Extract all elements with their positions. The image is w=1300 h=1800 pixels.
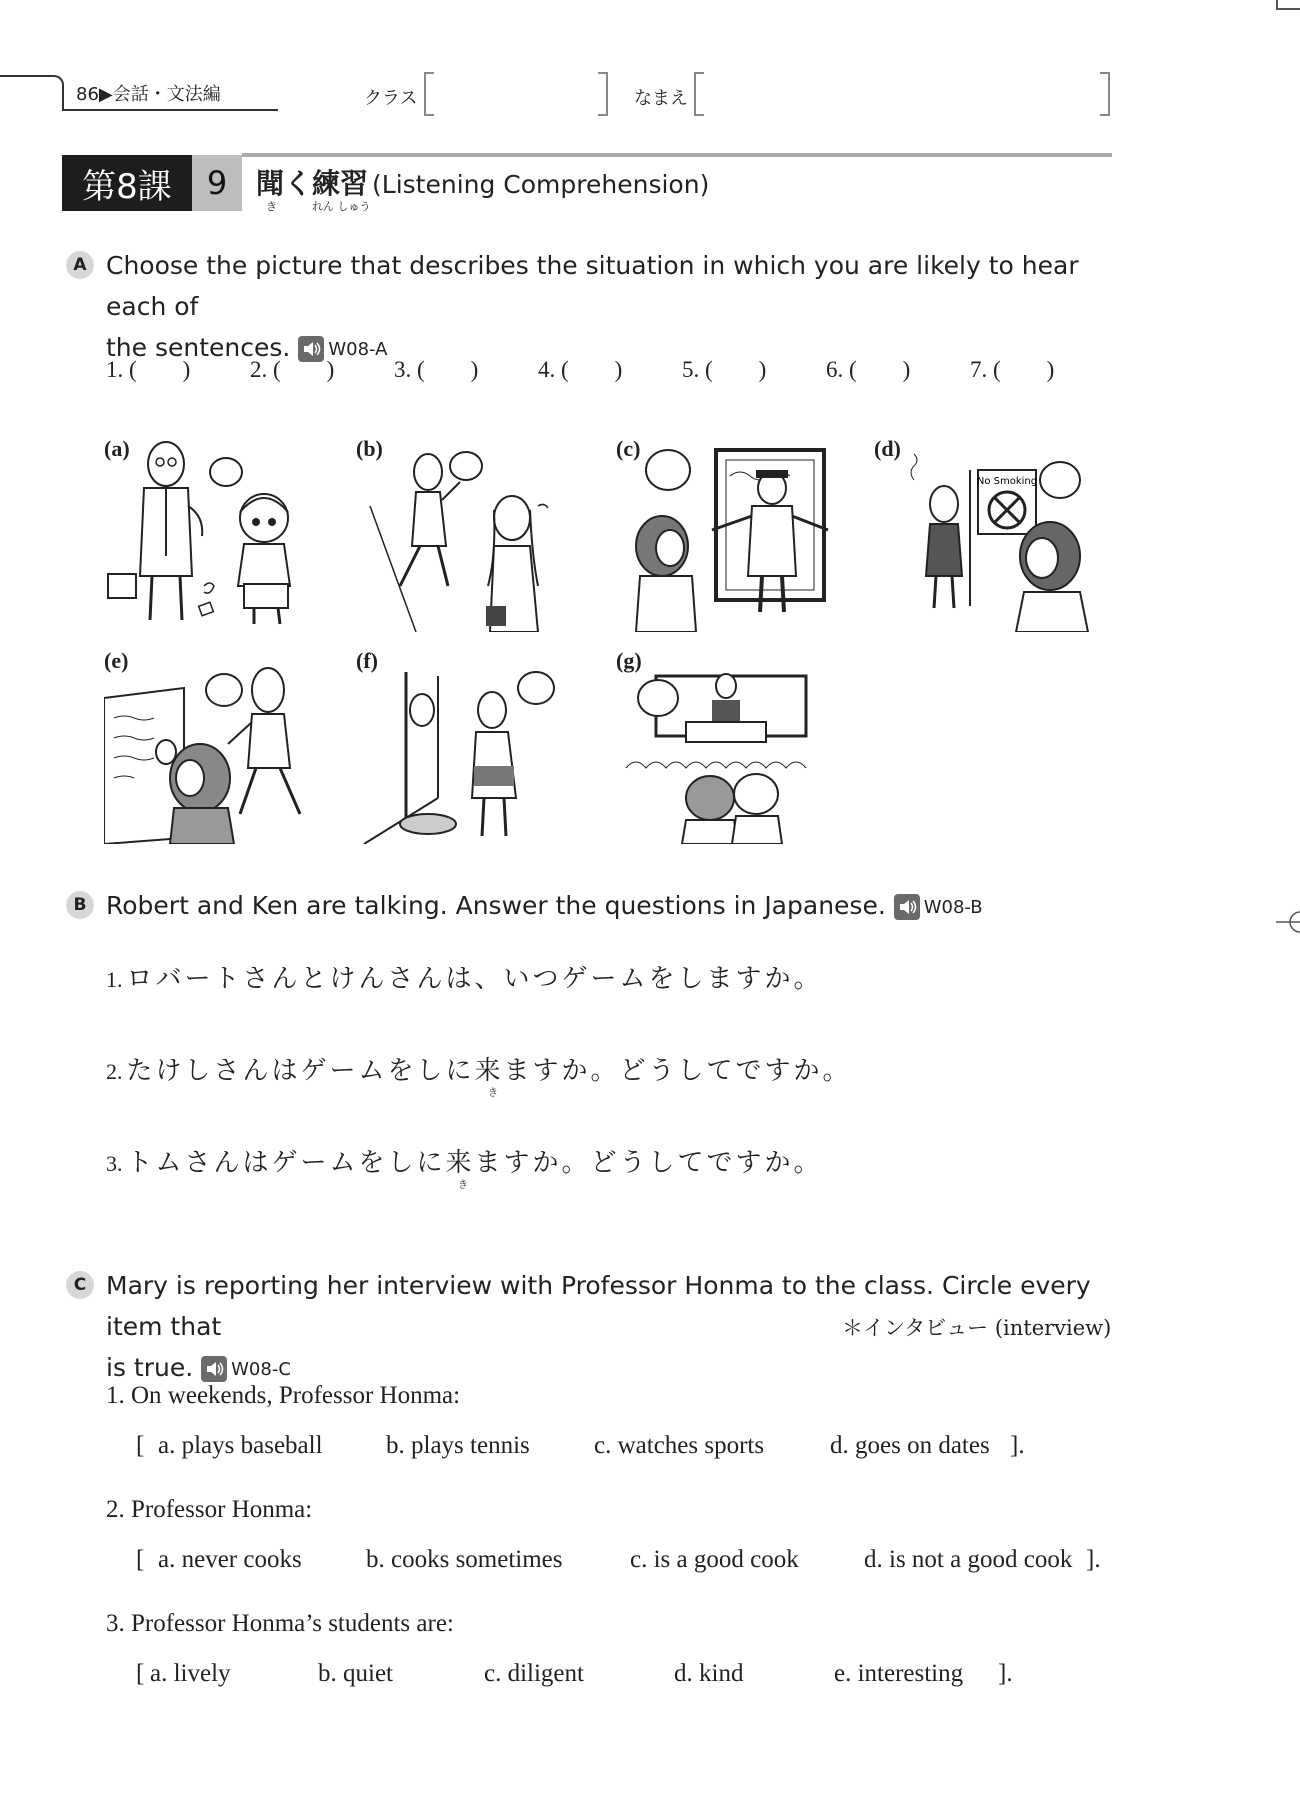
picture-a — [104, 436, 324, 632]
section-number: 9 — [192, 155, 242, 211]
bracket-close: ]. — [1010, 1432, 1025, 1459]
illustration-lecture-hall — [616, 648, 856, 844]
speaker-icon — [894, 894, 920, 920]
picture-b — [356, 436, 576, 632]
illustration-changing-room — [356, 648, 576, 844]
picture-g — [616, 648, 856, 844]
picture-c — [616, 436, 836, 632]
crop-mark-top-right-h — [1276, 8, 1300, 10]
interview-note: ＊インタビュー (interview) — [842, 1316, 1112, 1340]
answer-6[interactable]: 6. ( ) — [826, 357, 911, 382]
lesson-title — [256, 162, 709, 202]
picture-label-c: (c) — [616, 436, 641, 461]
answer-5[interactable]: 5. ( ) — [682, 357, 767, 382]
answer-row — [106, 357, 1106, 387]
section-c-line2: is true. — [106, 1353, 194, 1382]
option-c3-e[interactable]: e. interesting — [834, 1660, 964, 1687]
option-c3-a[interactable]: a. lively — [150, 1660, 231, 1687]
option-c2-d[interactable]: d. is not a good cook — [864, 1546, 1073, 1573]
name-label: なまえ — [634, 88, 688, 109]
question-b1 — [106, 958, 823, 995]
audio-track: W08-A — [328, 338, 388, 360]
option-c3-d[interactable]: d. kind — [674, 1660, 744, 1687]
section-b-badge: B — [66, 891, 94, 919]
answer-7[interactable]: 7. ( ) — [970, 357, 1055, 382]
section-c-line1: Mary is reporting her interview with Professor Honma to the class. Circle every item that — [106, 1271, 1091, 1341]
question-text: たけしさんはゲームをしに来ますか。どうしてですか。 — [126, 1056, 852, 1086]
title-jp: 聞く練習 — [256, 167, 369, 200]
bracket-open: [ — [136, 1432, 145, 1459]
option-c3-c[interactable]: c. diligent — [484, 1660, 584, 1687]
audio-track: W08-C — [231, 1358, 291, 1380]
speaker-icon — [201, 1356, 227, 1382]
ruby-ki-2: き — [488, 1088, 498, 1099]
picture-label-g: (g) — [616, 648, 642, 673]
question-b2 — [106, 1050, 852, 1087]
registration-mark — [1276, 910, 1300, 934]
title-en: (Listening Comprehension) — [372, 170, 710, 199]
section-a-line1: Choose the picture that describes the situation in which you are likely to hear each of — [106, 251, 1079, 321]
bracket-close: ]. — [998, 1660, 1013, 1687]
section-a-instruction — [106, 245, 1116, 370]
picture-f — [356, 648, 576, 844]
question-c3-options — [136, 1660, 1116, 1692]
picture-label-b: (b) — [356, 436, 383, 461]
illustration-businessman-boy — [104, 436, 324, 632]
header — [0, 0, 1300, 130]
illustration-guard-painting — [616, 436, 836, 632]
audio-track: W08-B — [923, 896, 983, 918]
illustration-classroom-board — [104, 648, 324, 844]
answer-3[interactable]: 3. ( ) — [394, 357, 479, 382]
audio-w08-b[interactable] — [894, 887, 983, 928]
ruby-ki-3: き — [458, 1180, 468, 1191]
picture-label-a: (a) — [104, 436, 130, 461]
section-a-line2: the sentences. — [106, 333, 291, 362]
option-c1-b[interactable]: b. plays tennis — [386, 1432, 530, 1459]
option-c2-c[interactable]: c. is a good cook — [630, 1546, 799, 1573]
answer-1[interactable]: 1. ( ) — [106, 357, 191, 382]
bracket-open: [ — [136, 1546, 145, 1573]
no-smoking-sign-text: No Smoking — [976, 476, 1038, 487]
question-c1-stem: 1. On weekends, Professor Honma: — [106, 1382, 461, 1409]
section-c-badge: C — [66, 1271, 94, 1299]
question-number: 3. — [106, 1151, 123, 1176]
class-field[interactable] — [424, 72, 608, 116]
title-rule — [242, 153, 1112, 157]
section-a-badge: A — [66, 251, 94, 279]
class-label: クラス — [364, 88, 418, 109]
title-furigana-1: き — [266, 200, 277, 213]
picture-label-f: (f) — [356, 648, 378, 673]
picture-e — [104, 648, 324, 844]
header-underline — [62, 109, 278, 111]
option-c2-b[interactable]: b. cooks sometimes — [366, 1546, 563, 1573]
name-field[interactable] — [694, 72, 1110, 116]
bracket-open: [ — [136, 1660, 145, 1687]
option-c3-b[interactable]: b. quiet — [318, 1660, 393, 1687]
question-c2-options — [136, 1546, 1116, 1578]
lesson-label: 第8課 — [62, 155, 192, 211]
question-text: トムさんはゲームをしに来ますか。どうしてですか。 — [126, 1148, 823, 1178]
option-c1-d[interactable]: d. goes on dates — [830, 1432, 990, 1459]
illustration-man-woman — [356, 436, 576, 632]
picture-d — [874, 436, 1094, 632]
question-c2-stem: 2. Professor Honma: — [106, 1496, 313, 1523]
picture-label-e: (e) — [104, 648, 129, 673]
header-left-curve2 — [60, 75, 62, 111]
option-c2-a[interactable]: a. never cooks — [158, 1546, 302, 1573]
bracket-close: ]. — [1086, 1546, 1101, 1573]
question-b3 — [106, 1142, 823, 1179]
illustration-no-smoking — [874, 436, 1094, 632]
answer-4[interactable]: 4. ( ) — [538, 357, 623, 382]
page-reference: 86▶会話・文法編 — [76, 84, 221, 105]
answer-2[interactable]: 2. ( ) — [250, 357, 335, 382]
option-c1-a[interactable]: a. plays baseball — [158, 1432, 323, 1459]
header-left-curve — [0, 75, 64, 111]
section-b-instruction — [106, 885, 983, 928]
question-text: ロバートさんとけんさんは、いつゲームをしますか。 — [126, 964, 823, 994]
section-b-text: Robert and Ken are talking. Answer the questions in Japanese. — [106, 891, 886, 920]
question-number: 2. — [106, 1059, 123, 1084]
question-number: 1. — [106, 967, 123, 992]
title-furigana-2: れん しゅう — [312, 200, 371, 213]
question-c1-options — [136, 1432, 1116, 1464]
question-c3-stem: 3. Professor Honma’s students are: — [106, 1610, 454, 1637]
option-c1-c[interactable]: c. watches sports — [594, 1432, 765, 1459]
picture-label-d: (d) — [874, 436, 901, 461]
